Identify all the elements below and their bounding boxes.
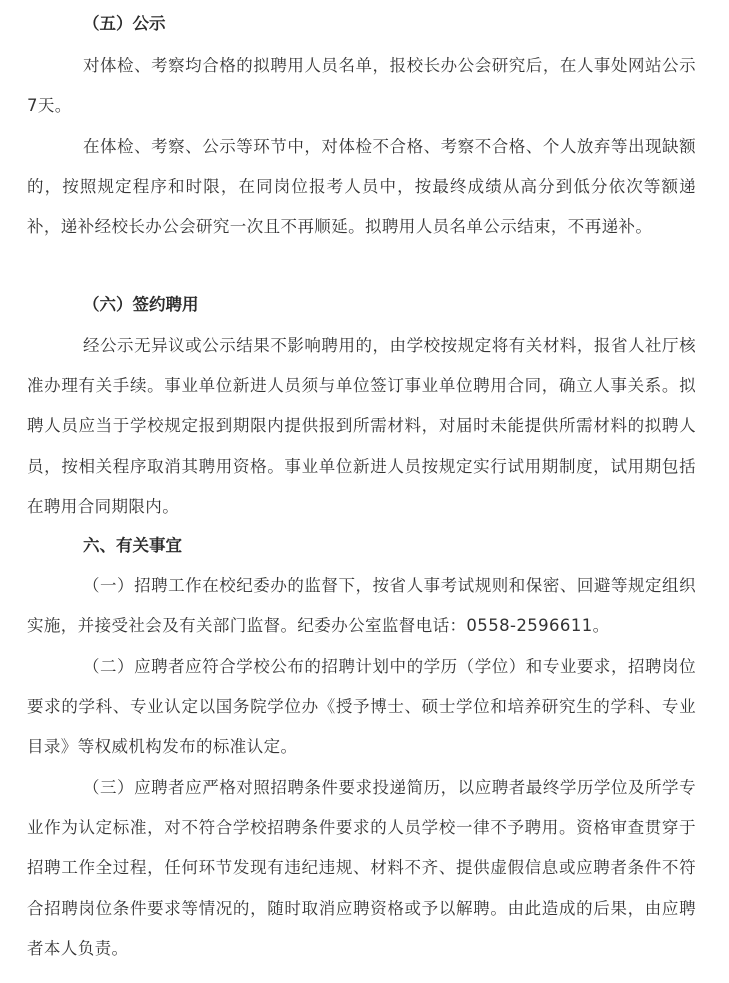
section-heading-gongshi: （五）公示 xyxy=(83,14,166,33)
paragraph-gongshi-1: 对体检、考察均合格的拟聘用人员名单，报校长办公会研究后，在人事处网站公示7天。 xyxy=(27,56,696,116)
paragraph-qianyue-1: 经公示无异议或公示结果不影响聘用的，由学校按规定将有关材料，报省人社厅核准办理有关手续。事业单位新进人员须与单位签订事业单位聘用合同，确立人事关系。拟聘人员应当于学校规定报到期限内提供报到所需材料，对届时未能提供所需材料的拟聘人员，按相关程序取消其聘用资格。事业单位新进人员按规定实行试用期制度，试用期包括在聘用合同期限内。 xyxy=(27,336,696,516)
paragraph-gongshi-2: 在体检、考察、公示等环节中，对体检不合格、考察不合格、个人放弃等出现缺额的，按照规定程序和时限，在同岗位报考人员中，按最终成绩从高分到低分依次等额递补，递补经校长办公会研究一次且不再顺延。拟聘用人员名单公示结束，不再递补。 xyxy=(27,137,696,237)
paragraph-shiyi-1: （一）招聘工作在校纪委办的监督下，按省人事考试规则和保密、回避等规定组织实施，并接受社会及有关部门监督。纪委办公室监督电话：0558-2596611。 xyxy=(27,576,696,636)
paragraph-shiyi-2: （二）应聘者应符合学校公布的招聘计划中的学历（学位）和专业要求，招聘岗位要求的学科、专业认定以国务院学位办《授予博士、硕士学位和培养研究生的学科、专业目录》等权威机构发布的标准认定。 xyxy=(27,657,696,757)
section-heading-shiyi: 六、有关事宜 xyxy=(83,536,182,555)
section-heading-qianyue: （六）签约聘用 xyxy=(83,295,199,314)
paragraph-shiyi-3: （三）应聘者应严格对照招聘条件要求投递简历，以应聘者最终学历学位及所学专业作为认定标准，对不符合学校招聘条件要求的人员学校一律不予聘用。资格审查贯穿于招聘工作全过程，任何环节发现有违纪违规、材料不齐、提供虚假信息或应聘者条件不符合招聘岗位条件要求等情况的，随时取消应聘资格或予以解聘。由此造成的后果，由应聘者本人负责。 xyxy=(27,778,696,958)
